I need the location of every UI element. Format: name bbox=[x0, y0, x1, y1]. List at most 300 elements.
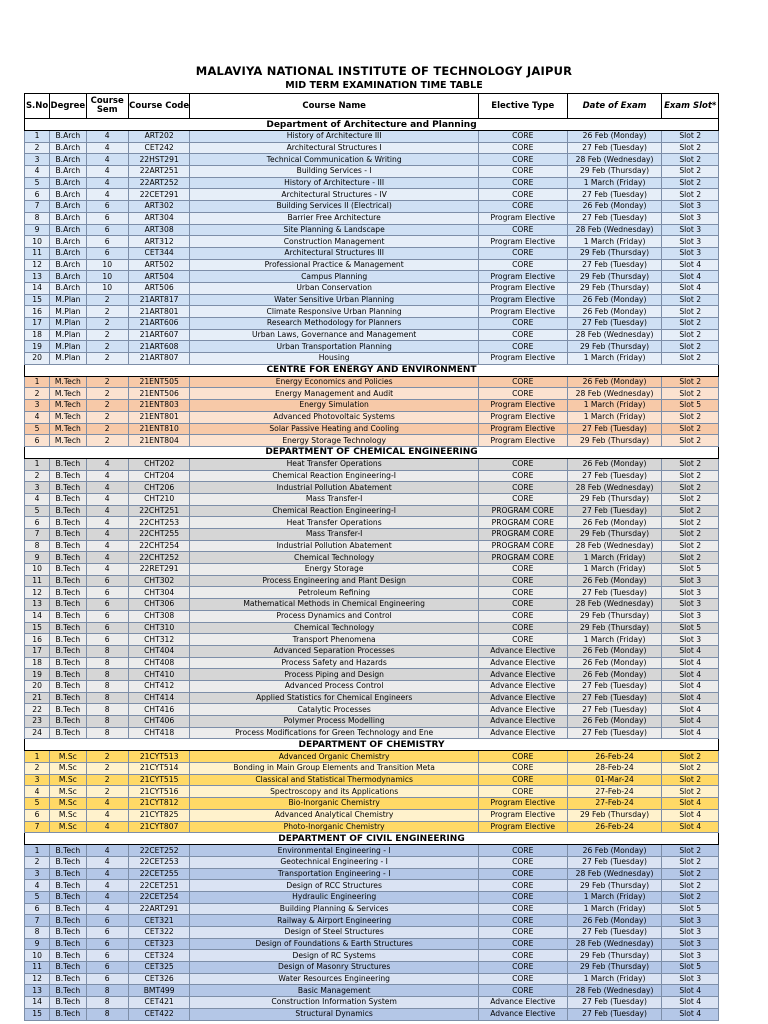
cell-degree: M.Tech bbox=[50, 435, 86, 447]
cell-course-code: CET322 bbox=[128, 927, 190, 939]
cell-elective-type: CORE bbox=[478, 610, 567, 622]
cell-exam-date: 28 Feb (Wednesday) bbox=[567, 599, 662, 611]
cell-exam-date: 01-Mar-24 bbox=[567, 774, 662, 786]
cell-course-code: ART312 bbox=[128, 236, 190, 248]
cell-exam-date: 26 Feb (Monday) bbox=[567, 669, 662, 681]
cell-course-sem: 4 bbox=[86, 154, 128, 166]
cell-course-sem: 4 bbox=[86, 505, 128, 517]
cell-elective-type: CORE bbox=[478, 891, 567, 903]
cell-course-name: Industrial Pollution Abatement bbox=[190, 540, 478, 552]
cell-exam-date: 29 Feb (Thursday) bbox=[567, 962, 662, 974]
table-row bbox=[25, 142, 719, 154]
cell-degree: B.Tech bbox=[50, 962, 86, 974]
cell-course-sem: 6 bbox=[86, 587, 128, 599]
table-row bbox=[25, 552, 719, 564]
cell-exam-date: 27 Feb (Tuesday) bbox=[567, 259, 662, 271]
cell-course-sem: 6 bbox=[86, 962, 128, 974]
cell-exam-slot: Slot 3 bbox=[662, 973, 719, 985]
cell-exam-date: 27 Feb (Tuesday) bbox=[567, 587, 662, 599]
cell-exam-slot: Slot 4 bbox=[662, 692, 719, 704]
cell-exam-date: 29 Feb (Thursday) bbox=[567, 247, 662, 259]
cell-course-code: 21ART608 bbox=[128, 341, 190, 353]
table-row bbox=[25, 821, 719, 833]
cell-exam-slot: Slot 2 bbox=[662, 353, 719, 365]
cell-course-sem: 6 bbox=[86, 938, 128, 950]
cell-course-sem: 2 bbox=[86, 763, 128, 775]
cell-course-name: Water Resources Engineering bbox=[190, 973, 478, 985]
cell-elective-type: CORE bbox=[478, 962, 567, 974]
cell-course-code: 22RET291 bbox=[128, 564, 190, 576]
cell-exam-slot: Slot 2 bbox=[662, 411, 719, 423]
cell-course-sem: 4 bbox=[86, 482, 128, 494]
table-row bbox=[25, 868, 719, 880]
cell-sno: 1 bbox=[25, 376, 50, 388]
cell-sno: 8 bbox=[25, 212, 50, 224]
cell-exam-slot: Slot 2 bbox=[662, 329, 719, 341]
cell-exam-date: 29 Feb (Thursday) bbox=[567, 880, 662, 892]
cell-exam-date: 27 Feb (Tuesday) bbox=[567, 505, 662, 517]
cell-course-sem: 4 bbox=[86, 517, 128, 529]
cell-course-name: Heat Transfer Operations bbox=[190, 517, 478, 529]
cell-exam-date: 28-Feb-24 bbox=[567, 763, 662, 775]
cell-exam-date: 29 Feb (Thursday) bbox=[567, 610, 662, 622]
cell-course-sem: 4 bbox=[86, 189, 128, 201]
cell-sno: 1 bbox=[25, 845, 50, 857]
cell-exam-slot: Slot 4 bbox=[662, 997, 719, 1009]
cell-degree: M.Sc bbox=[50, 763, 86, 775]
table-row bbox=[25, 880, 719, 892]
cell-exam-date: 27 Feb (Tuesday) bbox=[567, 423, 662, 435]
cell-elective-type: CORE bbox=[478, 224, 567, 236]
cell-sno: 14 bbox=[25, 997, 50, 1009]
table-row bbox=[25, 891, 719, 903]
cell-exam-date: 29 Feb (Thursday) bbox=[567, 341, 662, 353]
section-header-civil bbox=[25, 833, 719, 845]
cell-course-code: ART304 bbox=[128, 212, 190, 224]
cell-exam-date: 27 Feb (Tuesday) bbox=[567, 856, 662, 868]
cell-elective-type: PROGRAM CORE bbox=[478, 517, 567, 529]
cell-course-code: CHT408 bbox=[128, 657, 190, 669]
cell-course-name: Energy Storage bbox=[190, 564, 478, 576]
cell-exam-slot: Slot 4 bbox=[662, 271, 719, 283]
cell-exam-slot: Slot 3 bbox=[662, 927, 719, 939]
cell-elective-type: Program Elective bbox=[478, 423, 567, 435]
cell-course-sem: 6 bbox=[86, 634, 128, 646]
cell-elective-type: CORE bbox=[478, 166, 567, 178]
cell-elective-type: CORE bbox=[478, 868, 567, 880]
table-row bbox=[25, 786, 719, 798]
cell-exam-slot: Slot 4 bbox=[662, 821, 719, 833]
header-row bbox=[25, 94, 719, 119]
table-row bbox=[25, 400, 719, 412]
cell-exam-slot: Slot 3 bbox=[662, 212, 719, 224]
table-row bbox=[25, 189, 719, 201]
table-row bbox=[25, 997, 719, 1009]
cell-exam-slot: Slot 2 bbox=[662, 376, 719, 388]
cell-exam-slot: Slot 3 bbox=[662, 247, 719, 259]
cell-elective-type: Advance Elective bbox=[478, 645, 567, 657]
cell-course-sem: 8 bbox=[86, 1008, 128, 1020]
cell-exam-date: 29 Feb (Thursday) bbox=[567, 435, 662, 447]
table-row bbox=[25, 680, 719, 692]
cell-sno: 23 bbox=[25, 716, 50, 728]
table-row bbox=[25, 845, 719, 857]
cell-course-sem: 4 bbox=[86, 798, 128, 810]
cell-course-name: Geotechnical Engineering - I bbox=[190, 856, 478, 868]
cell-exam-slot: Slot 4 bbox=[662, 809, 719, 821]
cell-sno: 10 bbox=[25, 236, 50, 248]
cell-exam-date: 28 Feb (Wednesday) bbox=[567, 985, 662, 997]
cell-sno: 6 bbox=[25, 189, 50, 201]
cell-exam-slot: Slot 4 bbox=[662, 716, 719, 728]
cell-course-code: 21ART607 bbox=[128, 329, 190, 341]
cell-exam-slot: Slot 2 bbox=[662, 458, 719, 470]
table-row bbox=[25, 774, 719, 786]
cell-exam-slot: Slot 2 bbox=[662, 388, 719, 400]
cell-sno: 3 bbox=[25, 482, 50, 494]
cell-course-name: Building Planning & Services bbox=[190, 903, 478, 915]
table-row bbox=[25, 318, 719, 330]
cell-course-code: 21ENT803 bbox=[128, 400, 190, 412]
cell-elective-type: Advance Elective bbox=[478, 1008, 567, 1020]
cell-course-name: Energy Management and Audit bbox=[190, 388, 478, 400]
cell-elective-type: Program Elective bbox=[478, 821, 567, 833]
cell-course-code: 22CHT251 bbox=[128, 505, 190, 517]
section-title: Department of Architecture and Planning bbox=[25, 119, 719, 131]
table-row bbox=[25, 950, 719, 962]
cell-course-name: Technical Communication & Writing bbox=[190, 154, 478, 166]
cell-course-name: Chemical Reaction Engineering-I bbox=[190, 505, 478, 517]
table-row bbox=[25, 212, 719, 224]
cell-course-code: CHT404 bbox=[128, 645, 190, 657]
cell-course-name: Process Modifications for Green Technology and Ene bbox=[190, 727, 478, 739]
cell-exam-slot: Slot 2 bbox=[662, 517, 719, 529]
cell-course-sem: 2 bbox=[86, 318, 128, 330]
cell-degree: M.Plan bbox=[50, 306, 86, 318]
cell-course-code: 21ART817 bbox=[128, 294, 190, 306]
cell-course-code: 21ENT804 bbox=[128, 435, 190, 447]
cell-degree: B.Tech bbox=[50, 950, 86, 962]
cell-course-name: Design of RCC Structures bbox=[190, 880, 478, 892]
table-row bbox=[25, 716, 719, 728]
cell-exam-slot: Slot 2 bbox=[662, 470, 719, 482]
cell-course-code: ART502 bbox=[128, 259, 190, 271]
cell-course-sem: 6 bbox=[86, 610, 128, 622]
cell-course-sem: 10 bbox=[86, 271, 128, 283]
table-row bbox=[25, 645, 719, 657]
cell-degree: B.Tech bbox=[50, 903, 86, 915]
cell-course-name: Chemical Reaction Engineering-I bbox=[190, 470, 478, 482]
cell-course-code: CHT306 bbox=[128, 599, 190, 611]
cell-course-name: Hydraulic Engineering bbox=[190, 891, 478, 903]
cell-exam-date: 27 Feb (Tuesday) bbox=[567, 142, 662, 154]
cell-exam-date: 26-Feb-24 bbox=[567, 821, 662, 833]
cell-course-name: Mathematical Methods in Chemical Engineering bbox=[190, 599, 478, 611]
cell-course-code: 22CET253 bbox=[128, 856, 190, 868]
cell-elective-type: CORE bbox=[478, 131, 567, 143]
table-row bbox=[25, 247, 719, 259]
cell-course-name: Mass Transfer-I bbox=[190, 493, 478, 505]
cell-course-name: Basic Management bbox=[190, 985, 478, 997]
cell-elective-type: CORE bbox=[478, 341, 567, 353]
cell-course-code: ART302 bbox=[128, 201, 190, 213]
cell-exam-date: 1 March (Friday) bbox=[567, 891, 662, 903]
cell-course-name: Barrier Free Architecture bbox=[190, 212, 478, 224]
cell-course-sem: 2 bbox=[86, 786, 128, 798]
cell-course-name: Advanced Separation Processes bbox=[190, 645, 478, 657]
table-row bbox=[25, 435, 719, 447]
cell-course-sem: 4 bbox=[86, 493, 128, 505]
table-row bbox=[25, 517, 719, 529]
cell-sno: 10 bbox=[25, 950, 50, 962]
col-course-code: Course Code bbox=[128, 94, 190, 119]
cell-course-sem: 8 bbox=[86, 645, 128, 657]
cell-sno: 4 bbox=[25, 880, 50, 892]
table-row bbox=[25, 634, 719, 646]
table-row bbox=[25, 329, 719, 341]
cell-sno: 5 bbox=[25, 423, 50, 435]
cell-elective-type: Advance Elective bbox=[478, 680, 567, 692]
cell-exam-slot: Slot 4 bbox=[662, 1008, 719, 1020]
cell-exam-date: 26 Feb (Monday) bbox=[567, 131, 662, 143]
cell-sno: 2 bbox=[25, 388, 50, 400]
cell-exam-slot: Slot 2 bbox=[662, 435, 719, 447]
cell-sno: 2 bbox=[25, 470, 50, 482]
cell-elective-type: Program Elective bbox=[478, 353, 567, 365]
cell-course-code: 22CHT255 bbox=[128, 529, 190, 541]
cell-course-name: Chemical Technology bbox=[190, 552, 478, 564]
cell-exam-date: 28 Feb (Wednesday) bbox=[567, 388, 662, 400]
cell-exam-slot: Slot 2 bbox=[662, 189, 719, 201]
cell-course-name: Energy Simulation bbox=[190, 400, 478, 412]
cell-course-sem: 4 bbox=[86, 529, 128, 541]
table-row bbox=[25, 669, 719, 681]
cell-course-sem: 4 bbox=[86, 903, 128, 915]
cell-exam-date: 1 March (Friday) bbox=[567, 236, 662, 248]
cell-course-code: CET421 bbox=[128, 997, 190, 1009]
cell-sno: 8 bbox=[25, 927, 50, 939]
cell-course-sem: 2 bbox=[86, 294, 128, 306]
cell-course-sem: 8 bbox=[86, 692, 128, 704]
cell-course-code: 22CET252 bbox=[128, 845, 190, 857]
cell-sno: 11 bbox=[25, 247, 50, 259]
cell-course-name: Petroleum Refining bbox=[190, 587, 478, 599]
cell-elective-type: Program Elective bbox=[478, 306, 567, 318]
cell-course-code: CHT210 bbox=[128, 493, 190, 505]
cell-sno: 9 bbox=[25, 552, 50, 564]
cell-course-sem: 4 bbox=[86, 564, 128, 576]
cell-elective-type: CORE bbox=[478, 458, 567, 470]
cell-elective-type: CORE bbox=[478, 915, 567, 927]
cell-exam-slot: Slot 2 bbox=[662, 845, 719, 857]
cell-elective-type: Advance Elective bbox=[478, 692, 567, 704]
cell-course-name: Bonding in Main Group Elements and Transition Meta bbox=[190, 763, 478, 775]
cell-course-name: Climate Responsive Urban Planning bbox=[190, 306, 478, 318]
cell-course-name: Architectural Structures I bbox=[190, 142, 478, 154]
cell-degree: M.Plan bbox=[50, 341, 86, 353]
cell-course-sem: 8 bbox=[86, 657, 128, 669]
cell-exam-date: 29 Feb (Thursday) bbox=[567, 166, 662, 178]
cell-elective-type: CORE bbox=[478, 470, 567, 482]
cell-elective-type: CORE bbox=[478, 927, 567, 939]
cell-course-code: CET422 bbox=[128, 1008, 190, 1020]
cell-course-sem: 4 bbox=[86, 142, 128, 154]
table-row bbox=[25, 599, 719, 611]
cell-course-sem: 6 bbox=[86, 201, 128, 213]
cell-degree: B.Tech bbox=[50, 727, 86, 739]
cell-elective-type: CORE bbox=[478, 774, 567, 786]
table-row bbox=[25, 962, 719, 974]
table-row bbox=[25, 610, 719, 622]
cell-sno: 7 bbox=[25, 821, 50, 833]
table-row bbox=[25, 985, 719, 997]
cell-exam-date: 29 Feb (Thursday) bbox=[567, 809, 662, 821]
cell-course-sem: 8 bbox=[86, 727, 128, 739]
cell-exam-slot: Slot 4 bbox=[662, 798, 719, 810]
cell-degree: B.Arch bbox=[50, 189, 86, 201]
cell-course-name: Professional Practice & Management bbox=[190, 259, 478, 271]
cell-course-code: CHT418 bbox=[128, 727, 190, 739]
cell-elective-type: CORE bbox=[478, 154, 567, 166]
cell-exam-slot: Slot 4 bbox=[662, 704, 719, 716]
cell-course-sem: 2 bbox=[86, 306, 128, 318]
cell-course-name: Mass Transfer-I bbox=[190, 529, 478, 541]
cell-course-name: Process Safety and Hazards bbox=[190, 657, 478, 669]
cell-sno: 5 bbox=[25, 798, 50, 810]
cell-exam-slot: Slot 4 bbox=[662, 657, 719, 669]
cell-exam-date: 29 Feb (Thursday) bbox=[567, 493, 662, 505]
cell-exam-date: 1 March (Friday) bbox=[567, 353, 662, 365]
cell-course-sem: 2 bbox=[86, 329, 128, 341]
cell-elective-type: Program Elective bbox=[478, 282, 567, 294]
cell-course-name: Chemical Technology bbox=[190, 622, 478, 634]
cell-course-sem: 2 bbox=[86, 376, 128, 388]
cell-course-name: Building Services - I bbox=[190, 166, 478, 178]
cell-course-sem: 4 bbox=[86, 131, 128, 143]
cell-exam-date: 27 Feb (Tuesday) bbox=[567, 927, 662, 939]
cell-course-name: Industrial Pollution Abatement bbox=[190, 482, 478, 494]
cell-elective-type: Program Elective bbox=[478, 294, 567, 306]
cell-exam-date: 27 Feb (Tuesday) bbox=[567, 212, 662, 224]
cell-sno: 3 bbox=[25, 154, 50, 166]
table-row bbox=[25, 915, 719, 927]
cell-course-sem: 8 bbox=[86, 997, 128, 1009]
cell-course-sem: 6 bbox=[86, 575, 128, 587]
cell-course-code: CET326 bbox=[128, 973, 190, 985]
cell-course-sem: 6 bbox=[86, 915, 128, 927]
cell-elective-type: Advance Elective bbox=[478, 657, 567, 669]
cell-exam-slot: Slot 4 bbox=[662, 259, 719, 271]
cell-course-code: 22ART251 bbox=[128, 166, 190, 178]
cell-sno: 15 bbox=[25, 1008, 50, 1020]
cell-exam-slot: Slot 2 bbox=[662, 529, 719, 541]
table-row bbox=[25, 470, 719, 482]
cell-degree: B.Tech bbox=[50, 868, 86, 880]
cell-course-code: CHT410 bbox=[128, 669, 190, 681]
cell-course-code: CET324 bbox=[128, 950, 190, 962]
cell-course-name: Design of Steel Structures bbox=[190, 927, 478, 939]
cell-sno: 16 bbox=[25, 306, 50, 318]
cell-elective-type: CORE bbox=[478, 575, 567, 587]
cell-exam-slot: Slot 5 bbox=[662, 400, 719, 412]
col-course-sem: Course Sem bbox=[86, 94, 128, 119]
cell-exam-date: 29 Feb (Thursday) bbox=[567, 622, 662, 634]
cell-exam-slot: Slot 3 bbox=[662, 950, 719, 962]
cell-elective-type: CORE bbox=[478, 189, 567, 201]
table-row bbox=[25, 482, 719, 494]
cell-elective-type: PROGRAM CORE bbox=[478, 552, 567, 564]
cell-elective-type: CORE bbox=[478, 587, 567, 599]
cell-course-sem: 2 bbox=[86, 388, 128, 400]
table-row bbox=[25, 493, 719, 505]
cell-course-code: CHT412 bbox=[128, 680, 190, 692]
cell-degree: B.Tech bbox=[50, 973, 86, 985]
section-title: DEPARTMENT OF CHEMICAL ENGINEERING bbox=[25, 446, 719, 458]
cell-sno: 8 bbox=[25, 540, 50, 552]
cell-elective-type: CORE bbox=[478, 599, 567, 611]
cell-course-sem: 4 bbox=[86, 809, 128, 821]
cell-course-sem: 6 bbox=[86, 973, 128, 985]
cell-sno: 7 bbox=[25, 915, 50, 927]
cell-exam-date: 28 Feb (Wednesday) bbox=[567, 938, 662, 950]
institute-title: MALAVIYA NATIONAL INSTITUTE OF TECHNOLOGY JAIPUR bbox=[195, 64, 573, 78]
cell-exam-slot: Slot 4 bbox=[662, 645, 719, 657]
cell-exam-date: 26 Feb (Monday) bbox=[567, 575, 662, 587]
cell-degree: M.Tech bbox=[50, 376, 86, 388]
table-row bbox=[25, 282, 719, 294]
cell-exam-slot: Slot 4 bbox=[662, 727, 719, 739]
cell-sno: 1 bbox=[25, 751, 50, 763]
cell-exam-slot: Slot 2 bbox=[662, 482, 719, 494]
cell-sno: 3 bbox=[25, 774, 50, 786]
cell-sno: 17 bbox=[25, 318, 50, 330]
cell-degree: B.Arch bbox=[50, 259, 86, 271]
cell-course-name: Polymer Process Modelling bbox=[190, 716, 478, 728]
cell-course-code: CHT206 bbox=[128, 482, 190, 494]
cell-degree: M.Sc bbox=[50, 786, 86, 798]
cell-degree: B.Tech bbox=[50, 552, 86, 564]
table-row bbox=[25, 1008, 719, 1020]
cell-course-name: Transportation Engineering - I bbox=[190, 868, 478, 880]
cell-course-code: 21ENT801 bbox=[128, 411, 190, 423]
cell-exam-slot: Slot 2 bbox=[662, 131, 719, 143]
cell-degree: B.Tech bbox=[50, 880, 86, 892]
cell-course-name: Building Services II (Electrical) bbox=[190, 201, 478, 213]
cell-sno: 12 bbox=[25, 973, 50, 985]
section-header-energy bbox=[25, 364, 719, 376]
cell-sno: 16 bbox=[25, 634, 50, 646]
cell-course-sem: 2 bbox=[86, 751, 128, 763]
cell-course-name: Architectural Structures - IV bbox=[190, 189, 478, 201]
table-row bbox=[25, 540, 719, 552]
cell-exam-date: 28 Feb (Wednesday) bbox=[567, 540, 662, 552]
cell-sno: 4 bbox=[25, 411, 50, 423]
cell-course-code: CHT312 bbox=[128, 634, 190, 646]
cell-exam-date: 1 March (Friday) bbox=[567, 564, 662, 576]
cell-course-code: 22CHT253 bbox=[128, 517, 190, 529]
cell-sno: 5 bbox=[25, 891, 50, 903]
cell-exam-slot: Slot 5 bbox=[662, 962, 719, 974]
cell-exam-date: 26 Feb (Monday) bbox=[567, 657, 662, 669]
cell-exam-date: 26 Feb (Monday) bbox=[567, 294, 662, 306]
cell-sno: 20 bbox=[25, 680, 50, 692]
cell-exam-date: 26 Feb (Monday) bbox=[567, 645, 662, 657]
cell-elective-type: Program Elective bbox=[478, 236, 567, 248]
cell-degree: B.Tech bbox=[50, 716, 86, 728]
cell-course-sem: 6 bbox=[86, 950, 128, 962]
cell-degree: B.Tech bbox=[50, 540, 86, 552]
cell-exam-slot: Slot 3 bbox=[662, 915, 719, 927]
